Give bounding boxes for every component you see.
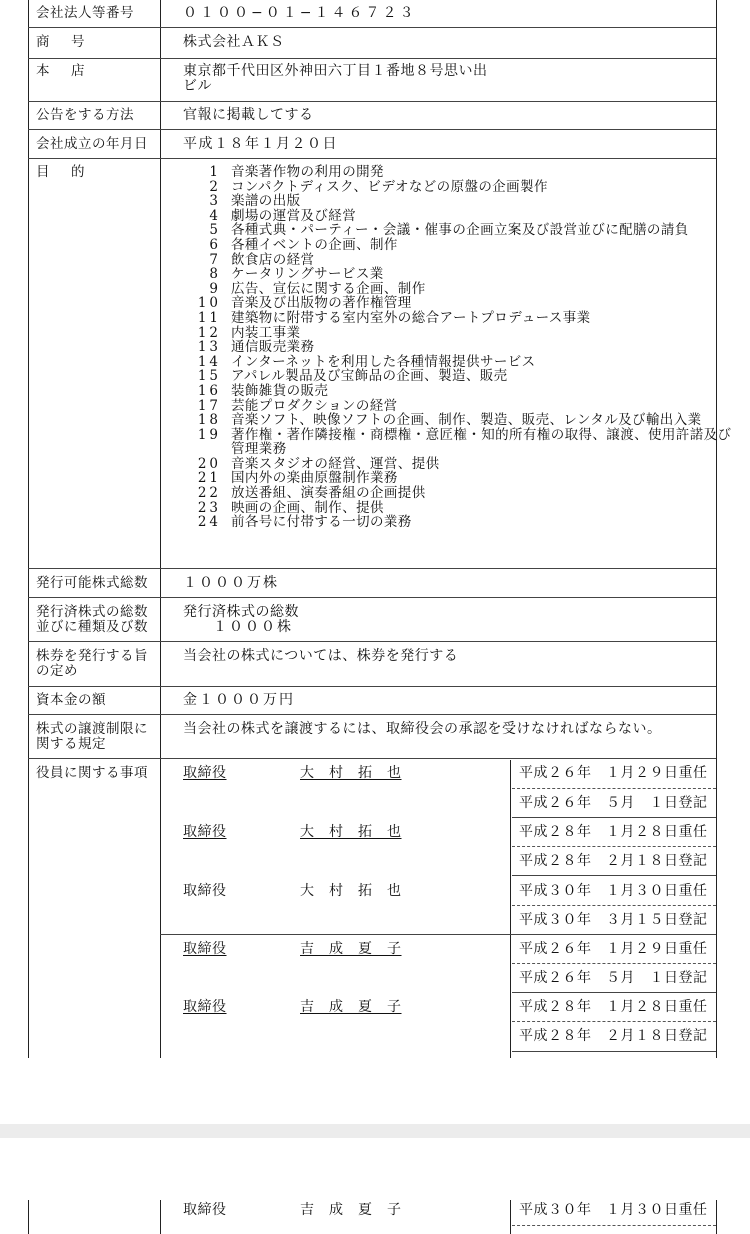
officer-name: 吉 成 夏 子 xyxy=(300,1202,402,1218)
issued-shares-value-line1: 発行済株式の総数 xyxy=(183,604,299,620)
row-divider xyxy=(28,597,716,598)
public-notice-label: 公告をする方法 xyxy=(36,107,134,123)
established-label: 会社成立の年月日 xyxy=(36,136,148,152)
purpose-label: 目 的 xyxy=(36,164,89,180)
trade-name-label: 商 号 xyxy=(36,34,89,50)
established-value: 平成１８年１月２０日 xyxy=(183,136,338,152)
purpose-text: 建築物に附帯する室内室外の総合アートプロデュース事業 xyxy=(231,309,591,326)
purpose-text: 音楽ソフト、映像ソフトの企画、制作、製造、販売、レンタル及び輸出入業 xyxy=(231,412,702,429)
capital-label: 資本金の額 xyxy=(36,692,106,708)
purpose-number: 2 xyxy=(209,178,221,195)
officer-name: 吉 成 夏 子 xyxy=(300,999,402,1015)
officer-name: 大 村 拓 也 xyxy=(300,765,402,781)
head-office-line2: ビル xyxy=(183,78,212,94)
purpose-text: 前各号に付帯する一切の業務 xyxy=(231,514,412,531)
row-divider xyxy=(28,641,716,642)
purpose-number: 5 xyxy=(209,222,221,239)
public-notice-value: 官報に掲載してする xyxy=(183,107,314,123)
purpose-item xyxy=(183,223,741,238)
head-office-label: 本 店 xyxy=(36,63,89,79)
officer-date: 平成２８年 １月２８日重任 xyxy=(519,824,708,840)
purpose-item xyxy=(183,238,741,253)
officer-date: 平成２８年 １月２８日重任 xyxy=(519,999,708,1015)
purpose-text: 放送番組、演奏番組の企画提供 xyxy=(231,485,426,502)
officer-date: 平成２８年 ２月１８日登記 xyxy=(519,1028,708,1044)
trade-name-value: 株式会社ＡＫＳ xyxy=(183,34,285,50)
purpose-number: 21 xyxy=(197,470,221,487)
dates-dashed-line xyxy=(512,1225,716,1226)
purpose-item xyxy=(183,253,741,268)
officer-role: 取締役 xyxy=(183,765,227,781)
purpose-number: 20 xyxy=(197,455,221,472)
purpose-number: 7 xyxy=(209,251,221,268)
purpose-item xyxy=(183,428,741,457)
purpose-number: 4 xyxy=(209,207,221,224)
share-certificates-label-line1: 株券を発行する旨 xyxy=(36,648,148,664)
date-divider xyxy=(510,760,511,1058)
purpose-text: コンパクトディスク、ビデオなどの原盤の企画製作 xyxy=(231,178,548,195)
purpose-item xyxy=(183,369,741,384)
purpose-text: 音楽スタジオの経営、運営、提供 xyxy=(231,455,440,472)
officer-role: 取締役 xyxy=(183,883,227,899)
issued-shares-value-line2: １０００株 xyxy=(213,619,293,635)
transfer-restriction-label-line1: 株式の譲渡制限に xyxy=(36,721,148,737)
officer-name: 吉 成 夏 子 xyxy=(300,941,402,957)
purpose-text: 音楽著作物の利用の開発 xyxy=(231,164,384,180)
issued-shares-label-line2: 並びに種類及び数 xyxy=(36,619,148,635)
purpose-number: 15 xyxy=(197,368,221,385)
share-certificates-label-line2: の定め xyxy=(36,663,78,679)
purpose-item xyxy=(183,413,741,428)
officer-name: 大 村 拓 也 xyxy=(300,824,402,840)
purpose-item xyxy=(183,384,741,399)
purpose-item xyxy=(183,486,741,501)
purpose-number: 10 xyxy=(197,295,221,312)
officer-group-divider xyxy=(160,934,716,935)
row-divider xyxy=(28,568,716,569)
purpose-text: 劇場の運営及び経営 xyxy=(231,207,357,224)
purpose-number: 12 xyxy=(197,324,221,341)
dates-line xyxy=(512,817,716,818)
label-divider xyxy=(160,1200,161,1234)
officer-date: 平成３０年 １月３０日重任 xyxy=(519,1202,708,1218)
dates-line xyxy=(512,992,716,993)
authorized-shares-value: １０００万株 xyxy=(183,575,279,591)
officer-date: 平成３０年 １月３０日重任 xyxy=(519,883,708,899)
purpose-text: 各種式典・パーティー・会議・催事の企画立案及び設営並びに配膳の請負 xyxy=(231,222,689,239)
purpose-text: 国内外の楽曲原盤制作業務 xyxy=(231,470,398,487)
row-divider xyxy=(28,758,716,759)
officer-role: 取締役 xyxy=(183,1202,227,1218)
purpose-text: アパレル製品及び宝飾品の企画、製造、販売 xyxy=(231,368,508,385)
page-gap xyxy=(0,1124,750,1138)
officer-role: 取締役 xyxy=(183,999,227,1015)
transfer-restriction-value: 当会社の株式を譲渡するには、取締役会の承認を受けなければならない。 xyxy=(183,721,662,737)
corporate-number-value: ０１００−０１−１４６７２３ xyxy=(183,5,417,21)
purpose-item xyxy=(183,340,741,355)
purpose-number: 14 xyxy=(197,353,221,370)
purpose-item xyxy=(183,180,741,195)
purpose-number: 13 xyxy=(197,339,221,356)
purpose-text: 広告、宣伝に関する企画、制作 xyxy=(231,280,426,297)
purpose-number: 18 xyxy=(197,412,221,429)
dates-dashed-line xyxy=(512,788,716,789)
authorized-shares-label: 発行可能株式総数 xyxy=(36,575,148,591)
purpose-number: 22 xyxy=(197,485,221,502)
purpose-number: 6 xyxy=(209,236,221,253)
purpose-text: 内装工事業 xyxy=(231,324,301,341)
purpose-number: 17 xyxy=(197,397,221,414)
row-divider xyxy=(28,714,716,715)
corporate-number-label: 会社法人等番号 xyxy=(36,5,134,21)
dates-line xyxy=(512,875,716,876)
left-border xyxy=(28,1200,29,1234)
purpose-text: 映画の企画、制作、提供 xyxy=(231,499,384,516)
officer-role: 取締役 xyxy=(183,941,227,957)
purpose-text: 飲食店の経営 xyxy=(231,251,315,268)
purpose-item xyxy=(183,326,741,341)
purpose-text: 楽譜の出版 xyxy=(231,193,301,210)
row-divider xyxy=(28,129,716,130)
purpose-number: 23 xyxy=(197,499,221,516)
officers-label: 役員に関する事項 xyxy=(36,765,148,781)
officer-name: 大 村 拓 也 xyxy=(300,883,402,899)
purpose-number: 3 xyxy=(209,193,221,210)
issued-shares-label-line1: 発行済株式の総数 xyxy=(36,604,148,620)
purpose-text: 各種イベントの企画、制作 xyxy=(231,236,398,253)
purpose-number: 1 xyxy=(209,164,221,180)
officer-date: 平成２８年 ２月１８日登記 xyxy=(519,853,708,869)
officer-date: 平成２６年 ５月 １日登記 xyxy=(519,795,708,811)
date-divider xyxy=(510,1200,511,1234)
purpose-text: ケータリングサービス業 xyxy=(231,266,384,283)
row-divider xyxy=(28,27,716,28)
share-certificates-value: 当会社の株式については、株券を発行する xyxy=(183,648,459,664)
purpose-text: インターネットを利用した各種情報提供サービス xyxy=(231,353,536,370)
officer-role: 取締役 xyxy=(183,824,227,840)
dates-dashed-line xyxy=(512,846,716,847)
dates-dashed-line xyxy=(512,1021,716,1022)
capital-value: 金１０００万円 xyxy=(183,692,295,708)
row-divider xyxy=(28,158,716,159)
purpose-text: 音楽及び出版物の著作権管理 xyxy=(231,295,412,312)
purpose-item xyxy=(183,471,741,486)
officer-date: 平成２６年 １月２９日重任 xyxy=(519,941,708,957)
purpose-number: 24 xyxy=(197,514,221,531)
purpose-number: 9 xyxy=(209,280,221,297)
transfer-restriction-label-line2: 関する規定 xyxy=(36,736,106,752)
row-divider xyxy=(28,101,716,102)
purpose-list xyxy=(183,165,741,530)
purpose-text: 通信販売業務 xyxy=(231,339,315,356)
head-office-line1: 東京都千代田区外神田六丁目１番地８号思い出 xyxy=(183,63,488,79)
purpose-item xyxy=(183,296,741,311)
purpose-number: 11 xyxy=(197,309,221,326)
row-divider xyxy=(28,686,716,687)
purpose-item xyxy=(183,267,741,282)
purpose-text: 装飾雑貨の販売 xyxy=(231,382,329,399)
purpose-item xyxy=(183,194,741,209)
dates-line xyxy=(512,1051,716,1052)
dates-dashed-line xyxy=(512,905,716,906)
officer-date: 平成２６年 ５月 １日登記 xyxy=(519,970,708,986)
purpose-item xyxy=(183,515,741,530)
purpose-number: 8 xyxy=(209,266,221,283)
officer-date: 平成３０年 ３月１５日登記 xyxy=(519,912,708,928)
right-border xyxy=(716,1200,717,1234)
purpose-text: 芸能プロダクションの経営 xyxy=(231,397,398,414)
purpose-number: 16 xyxy=(197,382,221,399)
purpose-number: 19 xyxy=(197,426,221,443)
purpose-item xyxy=(183,311,741,326)
dates-dashed-line xyxy=(512,963,716,964)
purpose-item xyxy=(183,165,741,180)
purpose-item xyxy=(183,399,741,414)
purpose-text: 著作権・著作隣接権・商標権・意匠権・知的所有権の取得、譲渡、使用許諾及び管理業務 xyxy=(231,426,732,458)
row-divider xyxy=(28,58,716,59)
officer-date: 平成２６年 １月２９日重任 xyxy=(519,765,708,781)
